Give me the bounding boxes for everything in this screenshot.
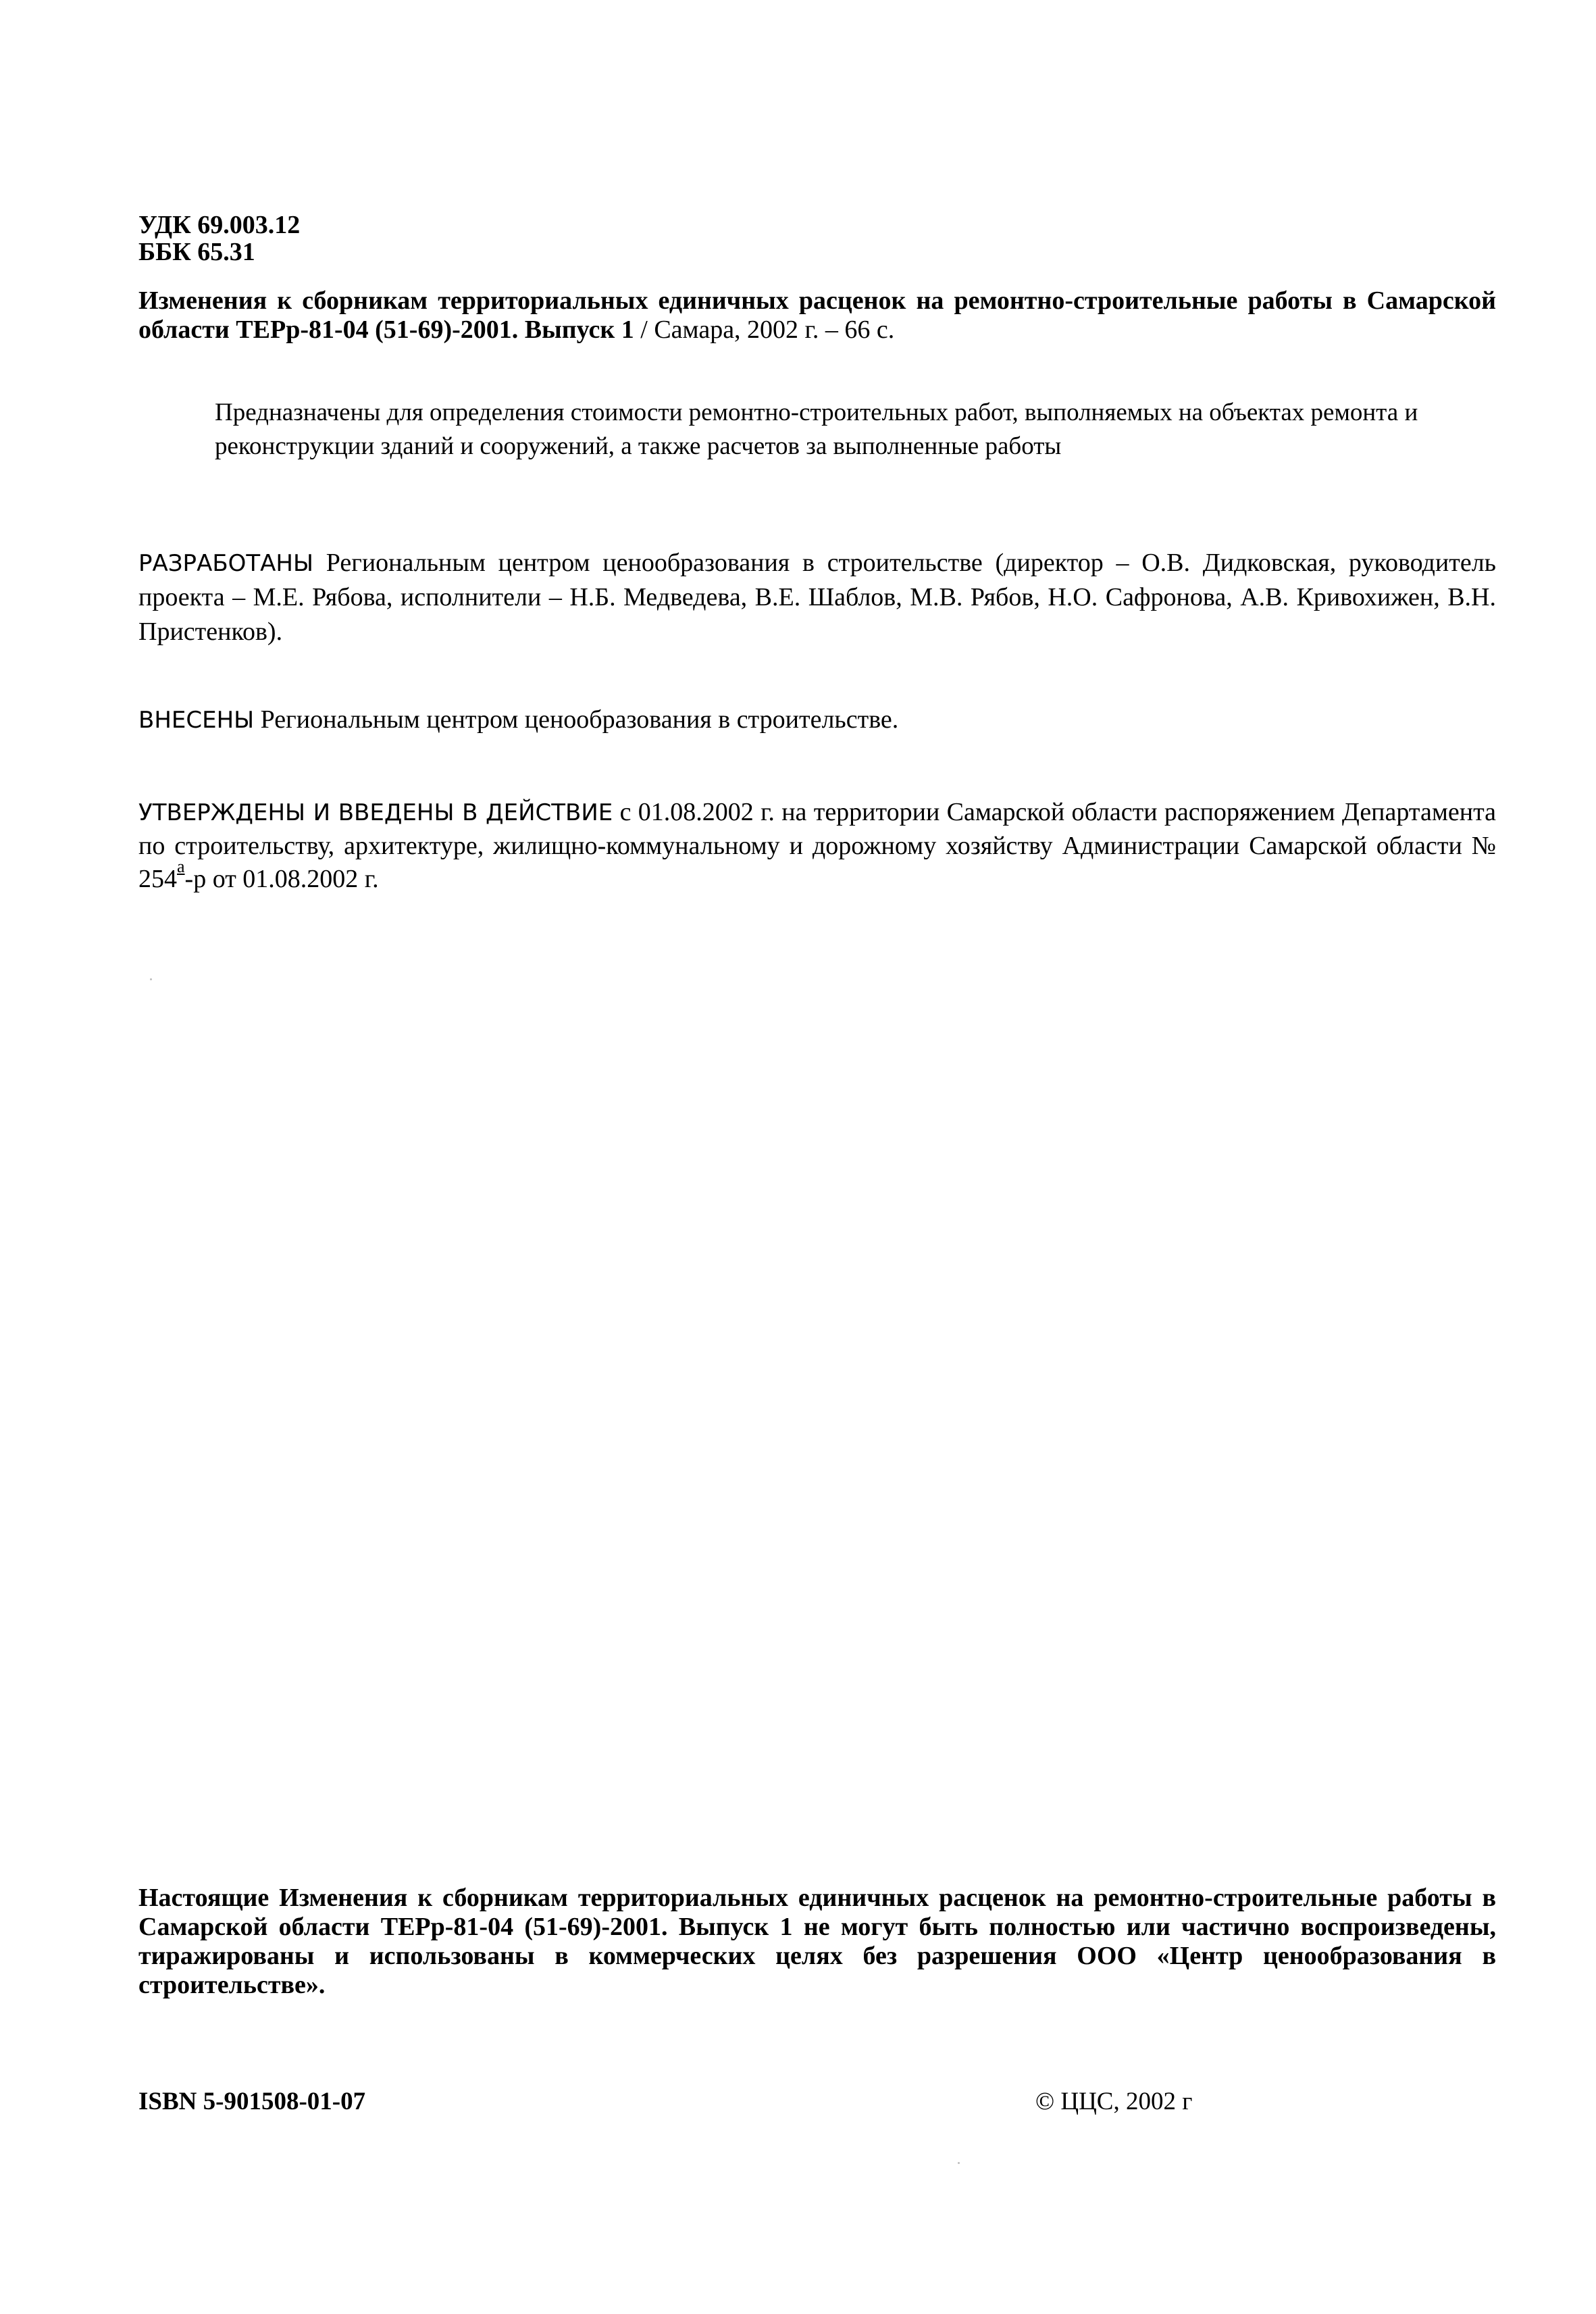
introduced-text: Региональным центром ценообразования в строительстве. bbox=[254, 705, 899, 734]
classification-codes bbox=[138, 211, 1496, 266]
scan-speck bbox=[958, 2162, 960, 2164]
isbn: ISBN 5-901508-01-07 bbox=[138, 2088, 366, 2115]
introduced-label: ВНЕСЕНЫ bbox=[138, 707, 255, 734]
developed-label: РАЗРАБОТАНЫ bbox=[138, 550, 314, 577]
approved-text: с 01.08.2002 г. на территории Самарской области распоряжением Департамента по строительству, архитектуре, жилищно-коммунальному и дорожному хозяйству Администрации Самарской области № 254 bbox=[138, 798, 1497, 893]
approved-suffix: -р от 01.08.2002 г. bbox=[184, 865, 379, 893]
copyright-line: © ЦЦС, 2002 г bbox=[1035, 2088, 1193, 2115]
introduced-by bbox=[138, 705, 1496, 735]
copyright-notice: Настоящие Изменения к сборникам территориальных единичных расценок на ремонтно-строительные работы в Самарской области ТЕРр-81-04 (51-69)-2001. Выпуск 1 не могут быть полностью или частично воспроизведены, тиражированы и использованы в коммерческих целях без разрешения ООО «Центр ценообразования в строительстве». bbox=[138, 1884, 1496, 1999]
developed-text: Региональным центром ценообразования в строительстве (директор – О.В. Дидковская, руководитель проекта – М.Е. Рябова, исполнители – Н.Б. Медведева, В.Е. Шаблов, М.В. Рябов, Н.О. Сафронова, А.В. Кривохижен, В.Н. Пристенков). bbox=[138, 549, 1496, 646]
order-number-superscript: а bbox=[177, 857, 185, 876]
bibliographic-title bbox=[138, 286, 1496, 345]
udk-code: УДК 69.003.12 bbox=[138, 211, 301, 239]
purpose-annotation: Предназначены для определения стоимости ремонтно-строительных работ, выполняемых на объектах ремонта и реконструкции зданий и сооружений, а также расчетов за выполненные работы bbox=[215, 399, 1418, 460]
scan-speck bbox=[150, 978, 152, 980]
approval-statement bbox=[138, 796, 1496, 896]
title-bold: Изменения к сборникам территориальных единичных расценок на ремонтно-строительные работы в Самарской области ТЕРр-81-04 (51-69)-2001. Выпуск 1 bbox=[138, 286, 1496, 344]
approved-label: УТВЕРЖДЕНЫ И ВВЕДЕНЫ В ДЕЙСТВИЕ bbox=[138, 799, 613, 826]
developed-by bbox=[138, 546, 1496, 649]
title-imprint: / Самара, 2002 г. – 66 с. bbox=[634, 316, 895, 344]
bbk-code: ББК 65.31 bbox=[138, 238, 255, 266]
